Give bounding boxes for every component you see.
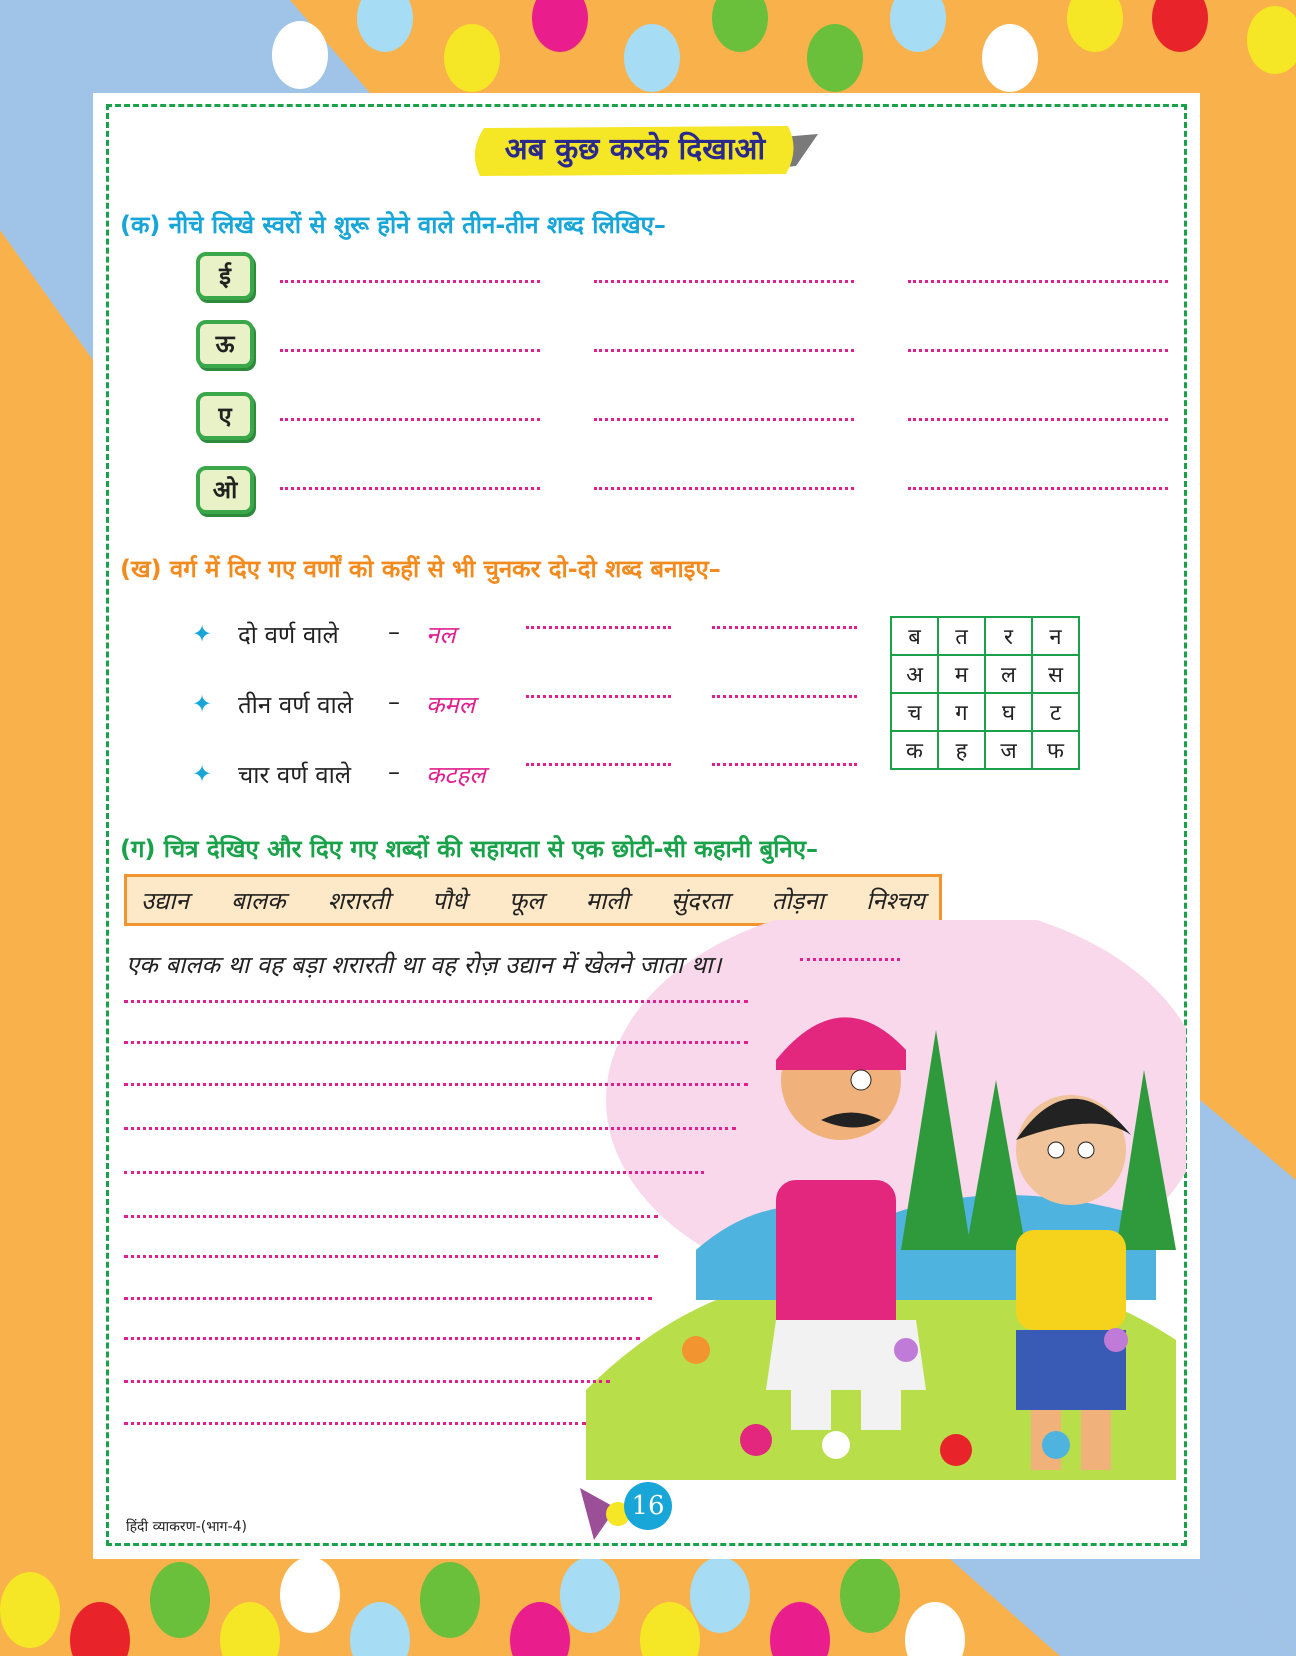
answer-line[interactable]: [526, 763, 671, 766]
vowel-box: ए: [196, 392, 254, 440]
grid-cell: फ: [1032, 731, 1079, 769]
grid-cell: घ: [985, 693, 1032, 731]
answer-line[interactable]: [124, 1127, 736, 1130]
answer-line[interactable]: [124, 1297, 652, 1300]
dash: –: [388, 758, 400, 786]
answer-line[interactable]: [594, 418, 854, 421]
answer-line[interactable]: [124, 1422, 586, 1425]
grid-cell: र: [985, 617, 1032, 655]
word-bank-item: निश्चय: [866, 886, 925, 915]
answer-line[interactable]: [712, 763, 857, 766]
answer-line[interactable]: [280, 280, 540, 283]
word-bank-item: शरारती: [327, 886, 390, 915]
answer-line[interactable]: [526, 626, 671, 629]
answer-line[interactable]: [124, 1215, 658, 1218]
answer-line[interactable]: [908, 280, 1168, 283]
example-word: कमल: [426, 691, 476, 719]
grid-cell: क: [891, 731, 938, 769]
answer-line[interactable]: [594, 349, 854, 352]
answer-line[interactable]: [124, 1380, 610, 1383]
book-title-footer: हिंदी व्याकरण-(भाग-4): [126, 1519, 247, 1535]
title-banner: [470, 122, 830, 182]
section-kha-heading: (ख) वर्ग में दिए गए वर्णों को कहीं से भी चुनकर दो-दो शब्द बनाइए–: [120, 555, 721, 583]
four-point-star-icon: ✦: [192, 760, 213, 788]
example-word: कटहल: [426, 761, 486, 789]
grid-cell: ट: [1032, 693, 1079, 731]
answer-line[interactable]: [124, 1041, 748, 1044]
example-word: नल: [426, 621, 456, 649]
vowel-box: ई: [196, 252, 254, 300]
answer-line[interactable]: [800, 958, 900, 961]
answer-line[interactable]: [124, 1171, 704, 1174]
vowel-box: ओ: [196, 466, 254, 514]
word-bank-item: सुंदरता: [670, 886, 730, 915]
four-point-star-icon: ✦: [192, 620, 213, 648]
grid-cell: अ: [891, 655, 938, 693]
grid-cell: ग: [938, 693, 985, 731]
answer-line[interactable]: [908, 487, 1168, 490]
word-bank-item: तोड़ना: [771, 886, 824, 915]
letter-count-label: दो वर्ण वाले: [238, 621, 339, 649]
answer-line[interactable]: [280, 487, 540, 490]
section-ga-heading: (ग) चित्र देखिए और दिए गए शब्दों की सहायता से एक छोटी-सी कहानी बुनिए–: [120, 835, 819, 863]
letter-count-label: तीन वर्ण वाले: [238, 691, 354, 719]
answer-line[interactable]: [712, 695, 857, 698]
dash: –: [388, 618, 400, 646]
page-title: अब कुछ करके दिखाओ: [504, 132, 766, 167]
letter-count-label: चार वर्ण वाले: [238, 761, 352, 789]
answer-line[interactable]: [526, 695, 671, 698]
story-start-text: एक बालक था वह बड़ा शरारती था वह रोज़ उद्यान में खेलने जाता था।: [126, 951, 722, 979]
answer-line[interactable]: [124, 1000, 748, 1003]
section-ka-heading: (क) नीचे लिखे स्वरों से शुरू होने वाले तीन-तीन शब्द लिखिए–: [120, 211, 666, 239]
grid-cell: च: [891, 693, 938, 731]
letter-grid: [890, 616, 1080, 770]
answer-line[interactable]: [280, 349, 540, 352]
dash: –: [388, 688, 400, 716]
word-bank: [124, 874, 942, 926]
word-bank-item: उद्यान: [141, 886, 189, 915]
word-bank-item: माली: [585, 886, 629, 915]
grid-cell: ल: [985, 655, 1032, 693]
word-bank-item: पौधे: [431, 886, 467, 915]
vowel-box: ऊ: [196, 320, 254, 368]
grid-cell: न: [1032, 617, 1079, 655]
gardener-and-boy-illustration: [576, 920, 1186, 1480]
grid-cell: त: [938, 617, 985, 655]
grid-cell: स: [1032, 655, 1079, 693]
answer-line[interactable]: [908, 418, 1168, 421]
answer-line[interactable]: [594, 487, 854, 490]
word-bank-item: बालक: [230, 886, 286, 915]
answer-line[interactable]: [280, 418, 540, 421]
answer-line[interactable]: [908, 349, 1168, 352]
answer-line[interactable]: [594, 280, 854, 283]
answer-line[interactable]: [124, 1255, 658, 1258]
answer-line[interactable]: [124, 1337, 640, 1340]
grid-cell: म: [938, 655, 985, 693]
answer-line[interactable]: [124, 1083, 748, 1086]
answer-line[interactable]: [712, 626, 857, 629]
four-point-star-icon: ✦: [192, 690, 213, 718]
grid-cell: ह: [938, 731, 985, 769]
word-bank-item: फूल: [508, 886, 544, 915]
grid-cell: ब: [891, 617, 938, 655]
grid-cell: ज: [985, 731, 1032, 769]
page-number: 16: [624, 1482, 672, 1530]
